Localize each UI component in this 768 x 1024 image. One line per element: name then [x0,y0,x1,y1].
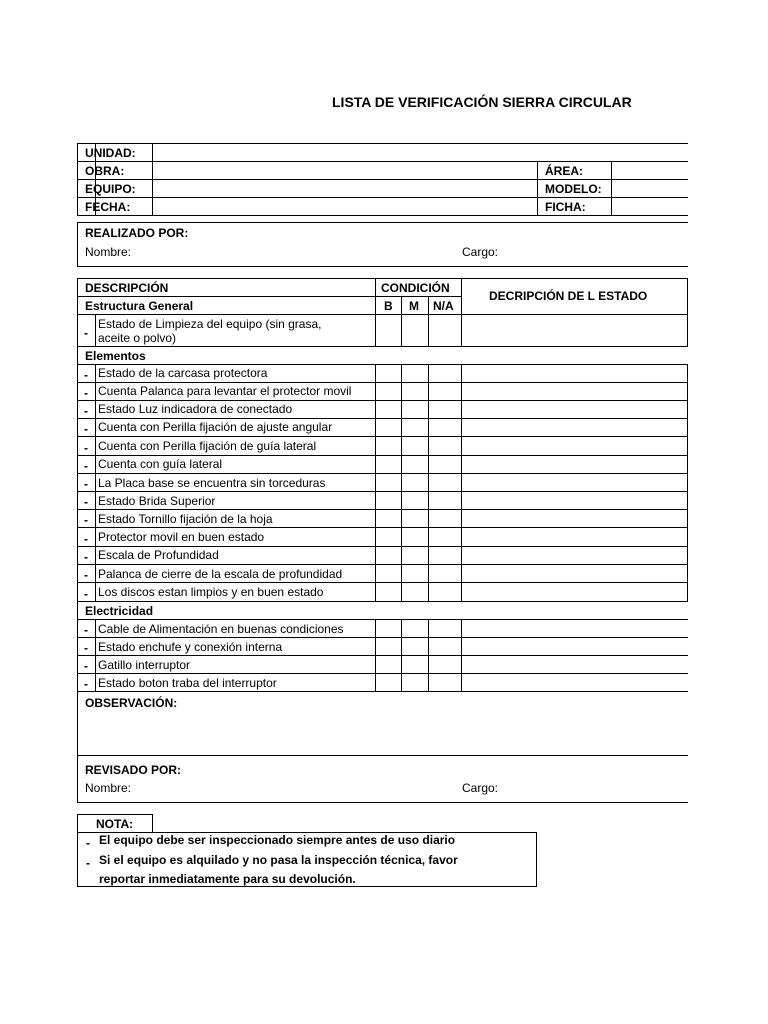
col-estado: DECRIPCIÓN DE L ESTADO [489,289,648,303]
list-bullet: - [84,459,88,473]
list-item: Gatillo interruptor [98,658,191,672]
list-item: Estado enchufe y conexión interna [98,640,283,654]
realizado-heading: REALIZADO POR: [85,226,189,240]
section-estructura: Estructura General [85,299,194,313]
list-item: aceite o polvo) [98,331,177,345]
list-bullet: - [84,422,88,436]
list-bullet: - [84,550,88,564]
list-item: Cuenta con guía lateral [98,457,223,471]
list-bullet: - [84,386,88,400]
ficha-label: FICHA: [545,200,586,214]
list-bullet: - [84,404,88,418]
observacion-heading: OBSERVACIÓN: [85,696,178,710]
unidad-label: UNIDAD: [85,146,136,160]
list-item: Cuenta Palanca para levantar el protector movil [98,384,352,398]
fecha-label: FECHA: [85,200,131,214]
revisado-nombre-label: Nombre: [85,781,132,795]
realizado-cargo-label: Cargo: [462,245,499,259]
col-condicion: CONDICIÓN [381,281,450,295]
list-bullet: - [84,495,88,509]
list-bullet: - [84,641,88,655]
list-bullet: - [84,441,88,455]
page-title: LISTA DE VERIFICACIÓN SIERRA CIRCULAR [332,94,632,110]
list-bullet: - [84,587,88,601]
list-bullet: - [84,368,88,382]
revisado-heading: REVISADO POR: [85,763,182,777]
list-item: Estado Brida Superior [98,494,216,508]
nota-line-2: Si el equipo es alquilado y no pasa la inspección técnica, favor [99,853,458,867]
section-elementos: Elementos [85,349,146,363]
list-item: Estado Luz indicadora de conectado [98,402,293,416]
list-item: Estado boton traba del interruptor [98,676,277,690]
list-bullet: - [84,326,88,340]
list-bullet: - [84,677,88,691]
obra-label: OBRA: [85,164,125,178]
list-item: Escala de Profundidad [98,548,219,562]
list-bullet: - [86,836,90,850]
col-descripcion: DESCRIPCIÓN [85,281,169,295]
equipo-label: EQUIPO: [85,182,136,196]
col-b: B [384,299,393,313]
list-item: Estado de la carcasa protectora [98,366,268,380]
realizado-nombre-label: Nombre: [85,245,132,259]
list-item: Cable de Alimentación en buenas condiciones [98,622,344,636]
list-item: Estado de Limpieza del equipo (sin grasa, [98,317,322,331]
list-item: Protector movil en buen estado [98,530,265,544]
list-item: Estado Tornillo fijación de la hoja [98,512,273,526]
nota-line-1: El equipo debe ser inspeccionado siempre antes de uso diario [99,833,456,847]
section-electricidad: Electricidad [85,604,154,618]
modelo-label: MODELO: [545,182,602,196]
area-label: ÁREA: [545,164,583,178]
list-item: Cuenta con Perilla fijación de guía lateral [98,439,317,453]
list-bullet: - [84,623,88,637]
list-bullet: - [86,856,90,870]
nota-line-3: reportar inmediatamente para su devolución. [99,872,356,886]
col-na: N/A [433,299,454,313]
list-bullet: - [84,568,88,582]
revisado-cargo-label: Cargo: [462,781,499,795]
nota-heading: NOTA: [96,817,134,831]
list-bullet: - [84,659,88,673]
list-bullet: - [84,513,88,527]
list-bullet: - [84,477,88,491]
list-item: La Placa base se encuentra sin torceduras [98,476,326,490]
col-m: M [409,299,419,313]
list-item: Cuenta con Perilla fijación de ajuste angular [98,420,333,434]
list-bullet: - [84,532,88,546]
list-item: Los discos estan limpios y en buen estado [98,585,324,599]
list-item: Palanca de cierre de la escala de profundidad [98,567,343,581]
